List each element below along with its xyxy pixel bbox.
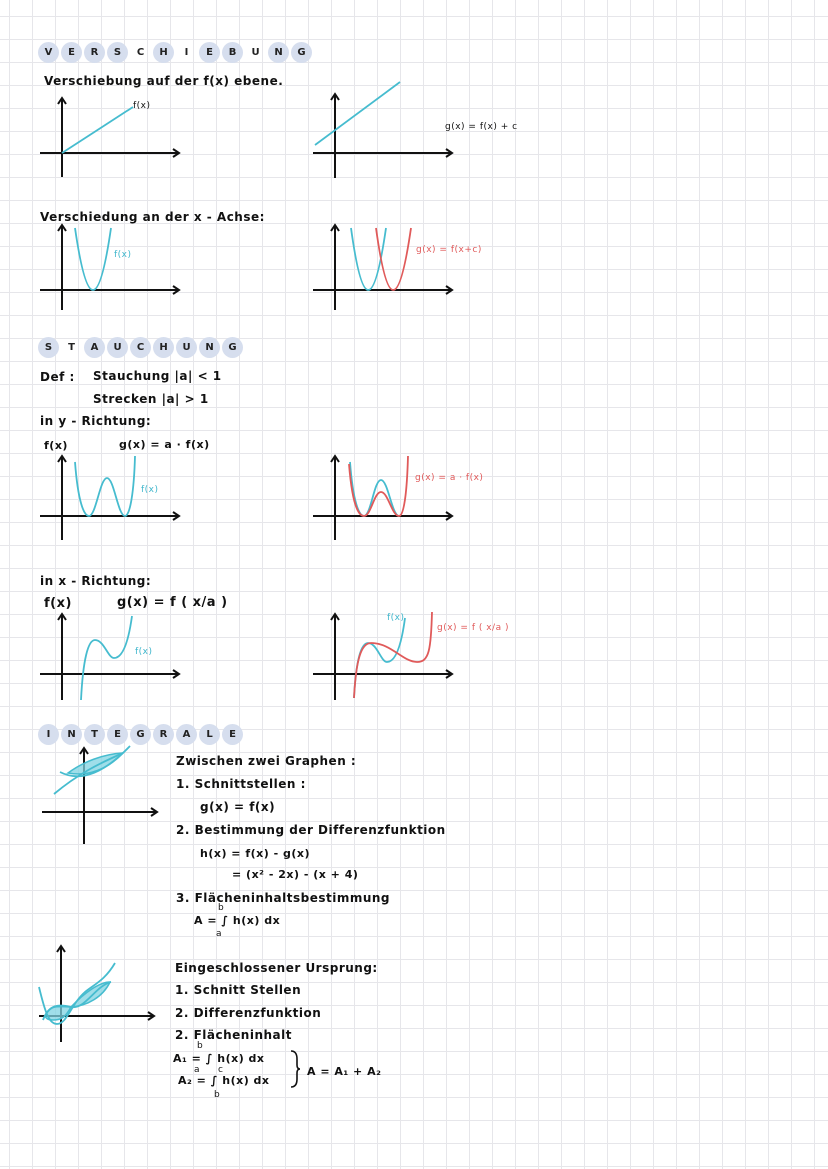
- heading-letter: A: [176, 724, 197, 745]
- brace-icon: [289, 1049, 301, 1089]
- graph5-label: f(x): [141, 485, 159, 495]
- graph8-g-label: g(x) = f ( x/a ): [437, 623, 509, 633]
- step3-eq: A = ∫ h(x) dx: [194, 914, 281, 927]
- heading-letter: G: [222, 337, 243, 358]
- heading-letter: H: [153, 42, 174, 63]
- step3: 3. Flächeninhaltsbestimmung: [176, 891, 391, 905]
- graph4-label: g(x) = f(x+c): [416, 245, 482, 255]
- x-direction-title: in x - Richtung:: [40, 574, 152, 588]
- heading-letter: E: [199, 42, 220, 63]
- heading-stauchung: [38, 337, 243, 358]
- graph-parabola-gx: [311, 220, 461, 310]
- heading-letter: T: [68, 342, 75, 353]
- graph-linear-fx: [38, 95, 188, 180]
- a2-upper: c: [218, 1065, 224, 1075]
- heading-letter: C: [136, 47, 145, 58]
- graph-area-between: [38, 744, 178, 849]
- y-g-formula: g(x) = a · f(x): [119, 438, 210, 451]
- x-g-formula: g(x) = f ( x/a ): [117, 595, 228, 610]
- x-axis-shift-title: Verschiedung an der x - Achse:: [40, 210, 265, 224]
- step1: 1. Schnittstellen :: [176, 777, 306, 791]
- origin-step1: 1. Schnitt Stellen: [175, 983, 302, 997]
- heading-letter: E: [61, 42, 82, 63]
- sum-eq: A = A₁ + A₂: [307, 1065, 382, 1078]
- heading-letter: B: [222, 42, 243, 63]
- origin-step3: 2. Flächeninhalt: [175, 1028, 292, 1042]
- step1-eq: g(x) = f(x): [200, 800, 276, 814]
- graph7-label: f(x): [135, 647, 153, 657]
- step2: 2. Bestimmung der Differenzfunktion: [176, 823, 446, 837]
- step2-eq2: = (x² - 2x) - (x + 4): [232, 868, 359, 881]
- graph6-label: g(x) = a · f(x): [415, 473, 484, 483]
- heading-letter: L: [199, 724, 220, 745]
- graph2-label: g(x) = f(x) + c: [445, 122, 518, 132]
- def-stauchung: Stauchung |a| < 1: [93, 369, 222, 383]
- heading-letter: T: [84, 724, 105, 745]
- graph-area-origin: [35, 942, 165, 1047]
- heading-letter: V: [38, 42, 59, 63]
- heading-letter: U: [251, 47, 260, 58]
- heading-letter: S: [38, 337, 59, 358]
- heading-letter: G: [130, 724, 151, 745]
- heading-letter: N: [268, 42, 289, 63]
- heading-integrale: [38, 724, 243, 745]
- heading-letter: I: [38, 724, 59, 745]
- a2-lower: b: [214, 1090, 221, 1100]
- graph1-label: f(x): [133, 101, 151, 111]
- def-label: Def :: [40, 370, 75, 384]
- heading-letter: H: [153, 337, 174, 358]
- step3-lower: a: [216, 929, 223, 939]
- def-strecken: Strecken |a| > 1: [93, 392, 209, 406]
- between-title: Zwischen zwei Graphen :: [176, 754, 357, 768]
- graph-linear-gx: [311, 78, 461, 180]
- heading-letter: R: [84, 42, 105, 63]
- heading-letter: U: [176, 337, 197, 358]
- x-f-label: f(x): [44, 596, 72, 611]
- graph-w-fx: [38, 452, 188, 542]
- graph-parabola-fx: [38, 220, 188, 310]
- a1-lower: a: [194, 1065, 201, 1075]
- heading-verschiebung: [38, 42, 312, 63]
- heading-letter: C: [130, 337, 151, 358]
- step3-upper: b: [218, 903, 225, 913]
- heading-letter: R: [153, 724, 174, 745]
- heading-letter: N: [199, 337, 220, 358]
- origin-step2: 2. Differenzfunktion: [175, 1006, 322, 1020]
- heading-letter: S: [107, 42, 128, 63]
- verschiebung-intro: Verschiebung auf der f(x) ebene.: [44, 74, 284, 88]
- y-f-label: f(x): [44, 439, 68, 452]
- graph8-f-label: f(x): [387, 613, 405, 623]
- y-direction-title: in y - Richtung:: [40, 414, 152, 428]
- graph-w-gx: [311, 452, 461, 542]
- heading-letter: U: [107, 337, 128, 358]
- origin-title: Eingeschlossener Ursprung:: [175, 961, 378, 975]
- heading-letter: A: [84, 337, 105, 358]
- a1-eq: A₁ = ∫ h(x) dx: [173, 1052, 265, 1065]
- heading-letter: E: [222, 724, 243, 745]
- step2-eq1: h(x) = f(x) - g(x): [200, 847, 311, 860]
- heading-letter: E: [107, 724, 128, 745]
- heading-letter: I: [184, 47, 189, 58]
- a1-upper: b: [197, 1041, 204, 1051]
- heading-letter: G: [291, 42, 312, 63]
- graph3-label: f(x): [114, 250, 132, 260]
- graph-cubic-fx: [38, 610, 188, 700]
- a2-eq: A₂ = ∫ h(x) dx: [178, 1074, 270, 1087]
- heading-letter: N: [61, 724, 82, 745]
